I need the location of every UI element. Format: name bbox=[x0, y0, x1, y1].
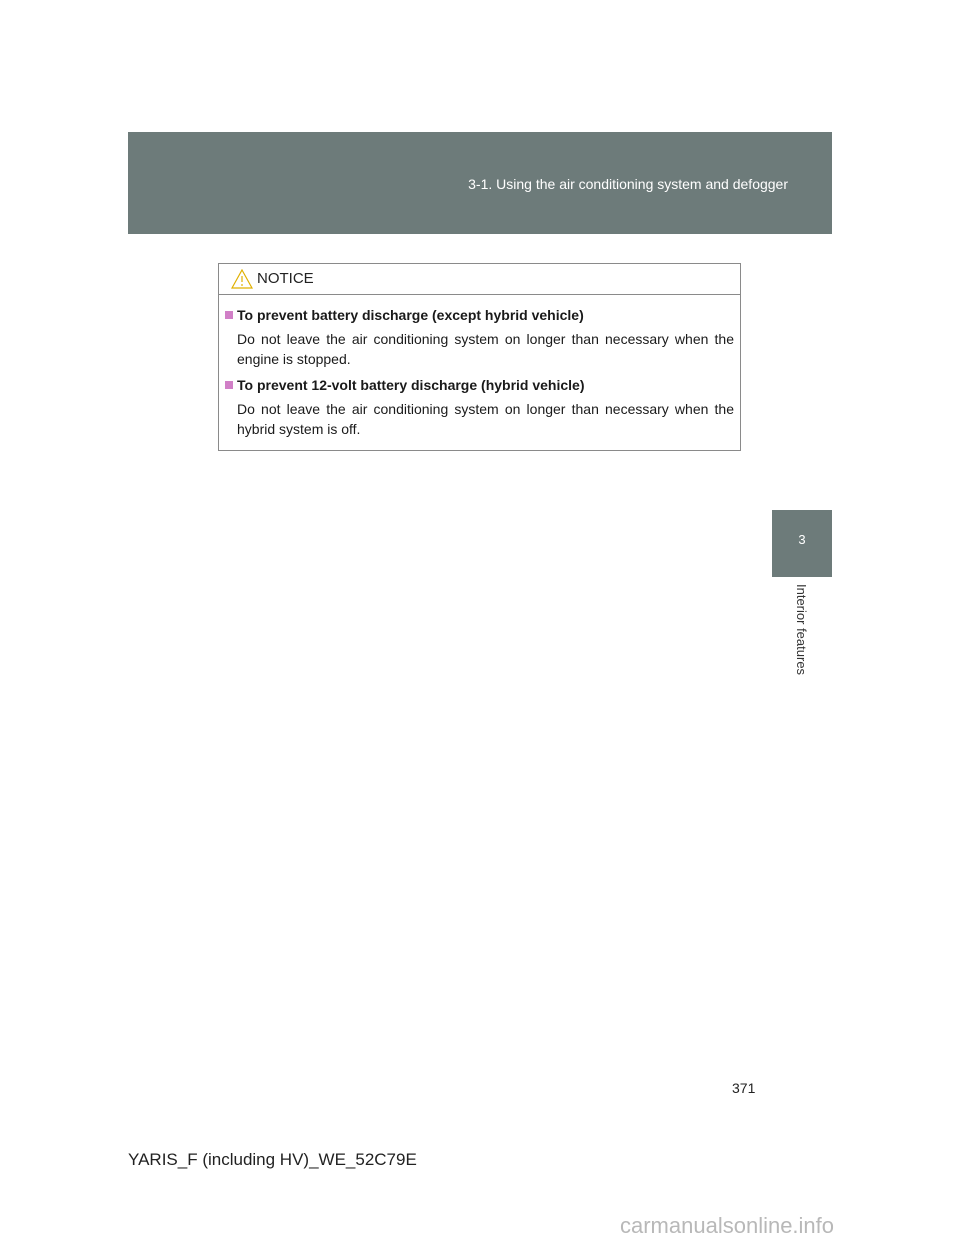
section-title: 3-1. Using the air conditioning system and defogger bbox=[468, 176, 788, 192]
notice-item-heading bbox=[237, 305, 734, 325]
notice-title: NOTICE bbox=[257, 270, 314, 287]
notice-header bbox=[219, 264, 740, 295]
notice-item bbox=[237, 375, 734, 439]
chapter-number: 3 bbox=[798, 532, 806, 547]
header-band bbox=[128, 132, 832, 234]
square-bullet-icon bbox=[225, 311, 233, 319]
notice-body bbox=[219, 295, 740, 439]
notice-box bbox=[218, 263, 741, 451]
watermark: carmanualsonline.info bbox=[620, 1213, 835, 1238]
notice-item-heading-text: To prevent battery discharge (except hybrid vehicle) bbox=[237, 307, 584, 323]
footer-document-id: YARIS_F (including HV)_WE_52C79E bbox=[128, 1150, 417, 1169]
chapter-label: Interior features bbox=[794, 584, 809, 676]
notice-item-heading bbox=[237, 375, 734, 395]
page-number: 371 bbox=[732, 1080, 756, 1096]
side-tab bbox=[772, 510, 832, 577]
notice-item-heading-text: To prevent 12-volt battery discharge (hybrid vehicle) bbox=[237, 377, 585, 393]
notice-item bbox=[237, 305, 734, 369]
notice-item-text: Do not leave the air conditioning system on longer than necessary when the hybrid system is off. bbox=[237, 401, 734, 437]
warning-triangle-icon bbox=[231, 269, 253, 289]
notice-item-text: Do not leave the air conditioning system on longer than necessary when the engine is stopped. bbox=[237, 331, 734, 367]
square-bullet-icon bbox=[225, 381, 233, 389]
